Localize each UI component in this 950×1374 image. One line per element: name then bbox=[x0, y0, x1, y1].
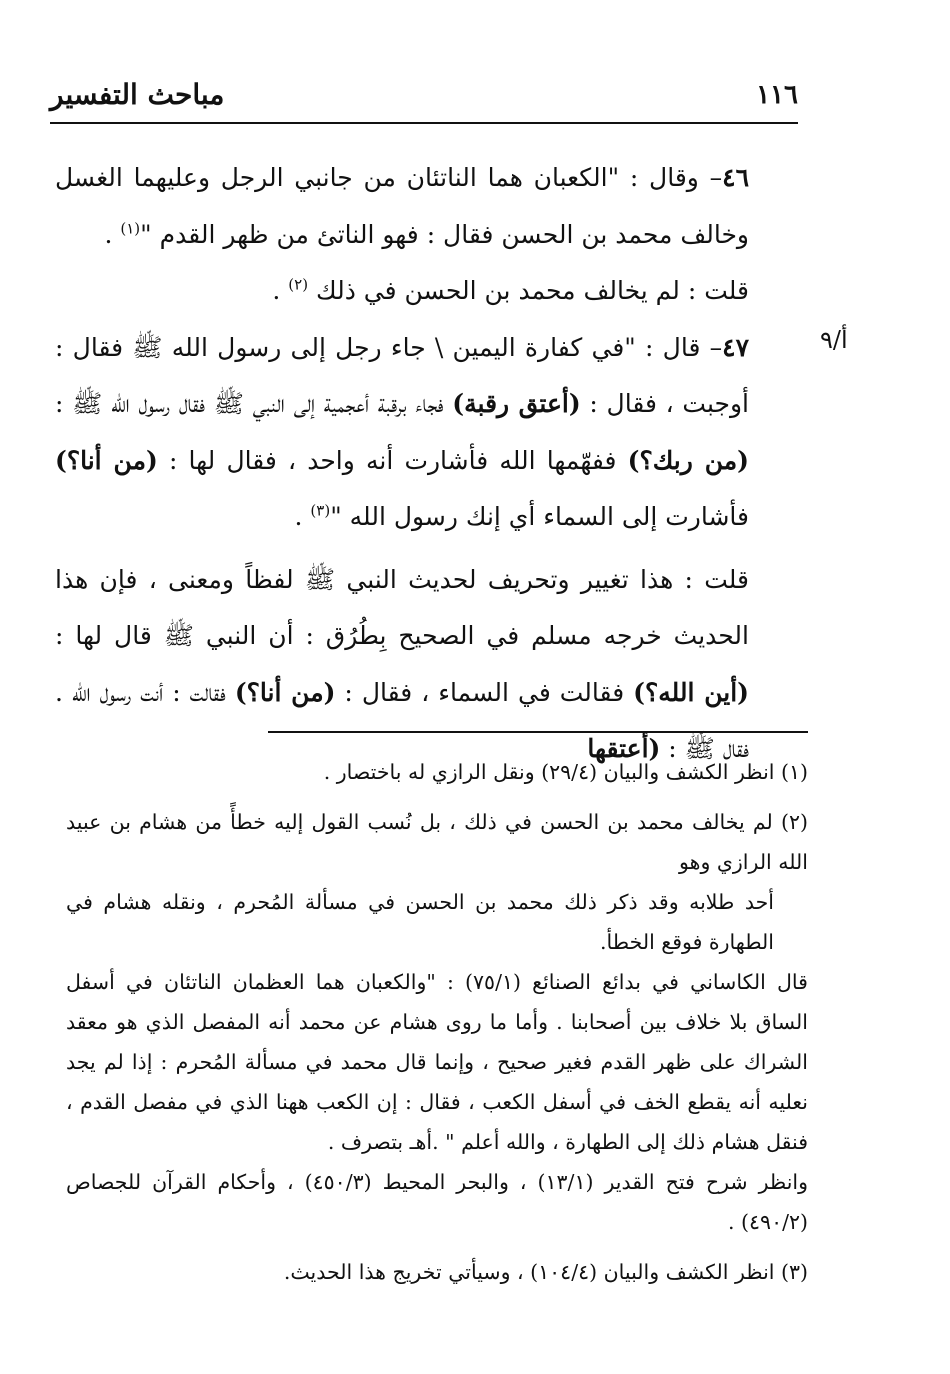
paragraph-text: – قال : "في كفارة اليمين \ جاء رجل إلى رسول الله ﷺ فقال : أوجبت ، فقال : bbox=[55, 332, 749, 418]
paragraph-text: فقالت في السماء ، فقال : bbox=[335, 677, 634, 707]
footnote-separator bbox=[268, 731, 808, 733]
footnote-2-continuation: أحد طلابه وقد ذكر ذلك محمد بن الحسن في مسألة المُحرم ، ونقله هشام في الطهارة فوقع الخطأ. bbox=[66, 890, 774, 954]
running-title: مباحث التفسير bbox=[50, 78, 225, 111]
footnote-ref: (٣) bbox=[310, 501, 331, 520]
paragraph-end: . bbox=[272, 276, 289, 305]
footnote-ref: (١) bbox=[120, 219, 141, 238]
hadith-quote: (أعتق رقبة) bbox=[452, 389, 581, 418]
footnote-3: (٣) انظر الكشف والبيان (١٠٤/٤) ، وسيأتي تخريج هذا الحديث. bbox=[283, 1260, 808, 1284]
footnote-2-quote: قال الكاساني في بدائع الصنائع (٧٥/١) : "والكعبان هما العظمان الناتئان في أسفل الساق بلا خلاف بين أصحابنا . وأما ما روى هشام عن محمد أنه المفصل الذي هو معقد الشراك على ظهر القدم فغير صحيح ، وإنما قال محمد في مسألة المُحرم : إذا لم يجد نعليه أنه يقطع الخف في أسفل الكعب ، فقال : إن الكعب ههنا الذي في مفصل القدم ، فنقل هشام ذلك إلى الطهارة ، والله أعلم " .أهـ بتصرف . bbox=[66, 970, 808, 1154]
paragraph-46 bbox=[55, 150, 807, 263]
hadith-quote: (أعتقها bbox=[587, 734, 661, 763]
item-number: ٤٦ bbox=[722, 163, 749, 192]
footnote-1: (١) انظر الكشف والبيان (٢٩/٤) ونقل الرازي له باختصار . bbox=[323, 760, 808, 784]
paragraph-47 bbox=[55, 320, 807, 546]
footnote-2: (٢) لم يخالف محمد بن الحسن في ذلك ، بل نُسب القول إليه خطأً من هشام بن عبيد الله الرازي وهو bbox=[66, 810, 808, 874]
paragraph-end: . bbox=[104, 219, 121, 249]
footnote-2-references: وانظر شرح فتح القدير (١٣/١) ، والبحر المحيط (٤٥٠/٣) ، وأحكام القرآن للجصاص (٤٩٠/٢) . bbox=[66, 1170, 808, 1234]
hadith-quote: (من أنا؟) bbox=[234, 677, 336, 707]
hadith-quote: (من أنا؟) bbox=[55, 445, 158, 475]
hadith-quote: (من ربك؟) bbox=[627, 445, 750, 475]
paragraph-comment-2 bbox=[55, 552, 807, 778]
paragraph-text: فقالت : أنت رسول الله . فقال ﷺ : bbox=[55, 677, 749, 763]
paragraph-text: فأشارت إلى السماء أي إنك رسول الله " bbox=[330, 502, 749, 531]
paragraph-end: . bbox=[294, 502, 311, 531]
footnote-ref: (٢) bbox=[288, 275, 309, 294]
main-text bbox=[55, 150, 807, 778]
manuscript-margin-reference: أ/٩ bbox=[820, 326, 848, 354]
paragraph-text: – وقال : "الكعبان هما الناتئان من جانبي الرجل وعليهما الغسل وخالف محمد بن الحسن فقال : فهو الناتئ من ظهر القدم " bbox=[55, 163, 749, 249]
paragraph-comment-1 bbox=[55, 263, 807, 320]
hadith-quote: (أين الله؟) bbox=[633, 677, 749, 707]
paragraph-text: ففهّمها الله فأشارت أنه واحد ، فقال لها : bbox=[157, 445, 628, 475]
page-header bbox=[50, 78, 798, 124]
page-number: ١١٦ bbox=[756, 80, 798, 110]
footnotes bbox=[66, 752, 808, 1292]
item-number: ٤٧ bbox=[722, 332, 749, 362]
paragraph-text: قلت : لم يخالف محمد بن الحسن في ذلك bbox=[308, 276, 749, 305]
paragraph-text: فجاء برقبة أعجمية إلى النبي ﷺ فقال رسول الله ﷺ : bbox=[55, 389, 453, 418]
paragraph-text: قلت : هذا تغيير وتحريف لحديث النبي ﷺ لفظاً ومعنى ، فإن هذا الحديث خرجه مسلم في الصحيح بِطُرُق : أن النبي ﷺ قال لها : bbox=[55, 564, 749, 650]
